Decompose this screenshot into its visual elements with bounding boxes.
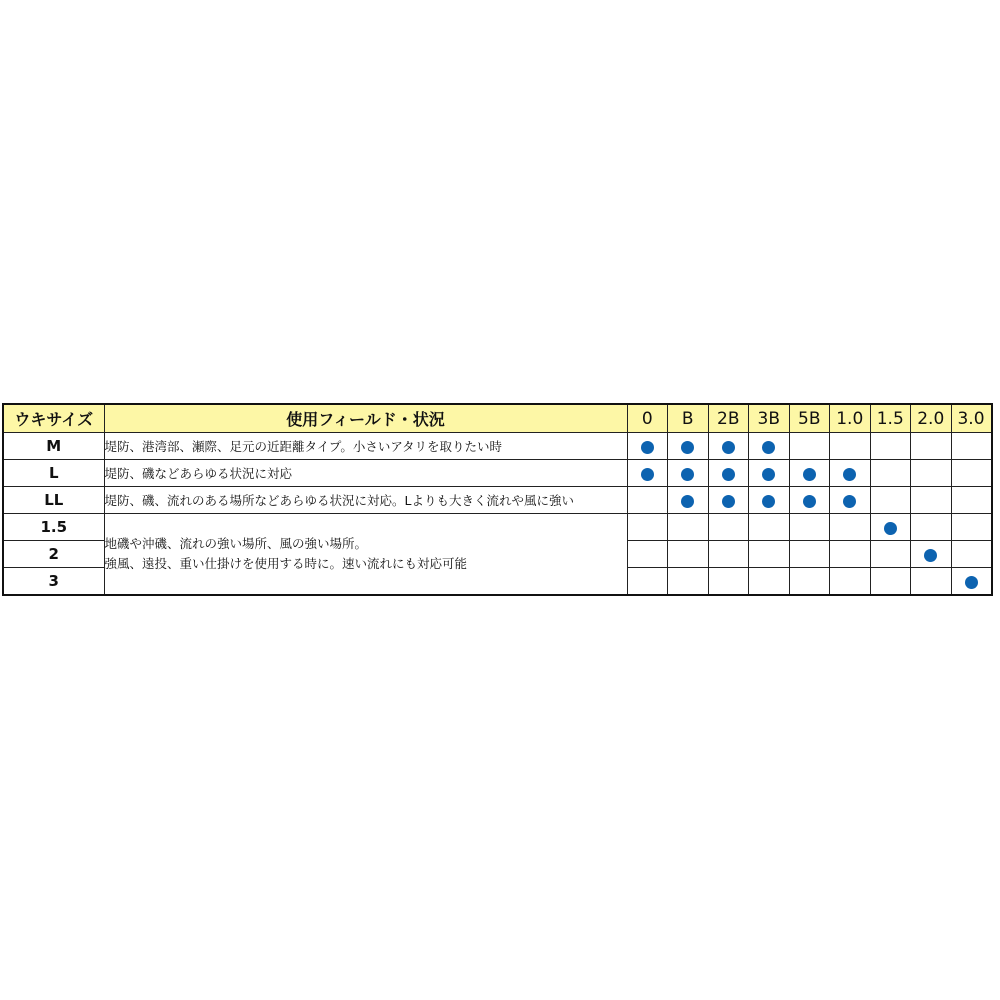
header-sinker-size: 0	[627, 404, 668, 433]
header-sinker-size: 3B	[749, 404, 790, 433]
header-sinker-size: 1.0	[830, 404, 871, 433]
compatible-dot-icon	[803, 468, 816, 481]
usage-description: 堤防、磯などあらゆる状況に対応	[104, 460, 627, 487]
compatibility-cell	[789, 487, 830, 514]
compatibility-cell	[830, 514, 871, 541]
float-size-cell: 2	[3, 541, 104, 568]
compatibility-cell	[668, 460, 709, 487]
compatible-dot-icon	[762, 468, 775, 481]
compatibility-cell	[830, 460, 871, 487]
compatibility-cell	[668, 541, 709, 568]
compatibility-cell	[668, 433, 709, 460]
header-sinker-size: 1.5	[870, 404, 911, 433]
header-sinker-size: 2B	[708, 404, 749, 433]
float-size-table	[2, 403, 993, 596]
compatibility-cell	[911, 433, 952, 460]
compatibility-cell	[708, 433, 749, 460]
usage-description-line: 強風、遠投、重い仕掛けを使用する時に。速い流れにも対応可能	[104, 556, 468, 571]
compatible-dot-icon	[924, 549, 937, 562]
float-size-cell: L	[3, 460, 104, 487]
compatible-dot-icon	[722, 495, 735, 508]
compatibility-cell	[951, 568, 992, 596]
table-row	[3, 514, 992, 541]
compatible-dot-icon	[762, 495, 775, 508]
compatibility-cell	[789, 433, 830, 460]
compatible-dot-icon	[843, 495, 856, 508]
compatibility-cell	[951, 487, 992, 514]
header-sinker-size: 2.0	[911, 404, 952, 433]
compatibility-cell	[789, 460, 830, 487]
float-size-cell: 1.5	[3, 514, 104, 541]
compatibility-cell	[627, 541, 668, 568]
compatibility-cell	[830, 541, 871, 568]
compatibility-cell	[627, 433, 668, 460]
compatibility-cell	[870, 514, 911, 541]
compatibility-cell	[951, 514, 992, 541]
compatibility-cell	[708, 568, 749, 596]
compatibility-cell	[870, 541, 911, 568]
compatibility-cell	[911, 487, 952, 514]
compatibility-cell	[749, 487, 790, 514]
compatibility-cell	[749, 433, 790, 460]
compatible-dot-icon	[843, 468, 856, 481]
usage-description-shared	[104, 514, 627, 596]
compatibility-cell	[789, 541, 830, 568]
compatible-dot-icon	[641, 468, 654, 481]
table-row	[3, 433, 992, 460]
compatible-dot-icon	[681, 468, 694, 481]
compatible-dot-icon	[681, 441, 694, 454]
float-size-cell: 3	[3, 568, 104, 596]
compatibility-cell	[830, 487, 871, 514]
compatibility-cell	[870, 568, 911, 596]
float-size-cell: LL	[3, 487, 104, 514]
table-row	[3, 487, 992, 514]
float-size-cell: M	[3, 433, 104, 460]
compatible-dot-icon	[722, 468, 735, 481]
compatibility-cell	[668, 487, 709, 514]
header-sinker-size: 3.0	[951, 404, 992, 433]
compatibility-cell	[708, 460, 749, 487]
compatibility-cell	[668, 514, 709, 541]
compatibility-cell	[627, 460, 668, 487]
header-field-usage: 使用フィールド・状況	[104, 404, 627, 433]
compatible-dot-icon	[641, 441, 654, 454]
compatible-dot-icon	[681, 495, 694, 508]
compatibility-cell	[870, 433, 911, 460]
compatible-dot-icon	[884, 522, 897, 535]
compatible-dot-icon	[762, 441, 775, 454]
compatibility-cell	[951, 433, 992, 460]
compatibility-cell	[789, 568, 830, 596]
compatibility-cell	[668, 568, 709, 596]
header-sinker-size: 5B	[789, 404, 830, 433]
usage-description: 堤防、港湾部、瀬際、足元の近距離タイプ。小さいアタリを取りたい時	[104, 433, 627, 460]
compatibility-cell	[870, 487, 911, 514]
compatibility-cell	[627, 514, 668, 541]
compatibility-cell	[911, 541, 952, 568]
compatibility-cell	[749, 568, 790, 596]
compatibility-cell	[749, 541, 790, 568]
table-row	[3, 460, 992, 487]
compatibility-cell	[951, 541, 992, 568]
compatibility-cell	[830, 433, 871, 460]
header-row	[3, 404, 992, 433]
compatibility-cell	[830, 568, 871, 596]
compatibility-cell	[708, 487, 749, 514]
compatibility-cell	[749, 514, 790, 541]
usage-description-line: 地磯や沖磯、流れの強い場所、風の強い場所。	[104, 536, 368, 551]
compatibility-cell	[749, 460, 790, 487]
compatibility-cell	[627, 568, 668, 596]
compatibility-cell	[708, 514, 749, 541]
compatible-dot-icon	[803, 495, 816, 508]
compatible-dot-icon	[722, 441, 735, 454]
compatibility-cell	[870, 460, 911, 487]
compatible-dot-icon	[965, 576, 978, 589]
compatibility-cell	[911, 460, 952, 487]
compatibility-cell	[708, 541, 749, 568]
compatibility-cell	[911, 514, 952, 541]
compatibility-cell	[627, 487, 668, 514]
usage-description: 堤防、磯、流れのある場所などあらゆる状況に対応。Lよりも大きく流れや風に強い	[104, 487, 627, 514]
compatibility-cell	[789, 514, 830, 541]
compatibility-cell	[951, 460, 992, 487]
compatibility-cell	[911, 568, 952, 596]
header-float-size: ウキサイズ	[3, 404, 104, 433]
header-sinker-size: B	[668, 404, 709, 433]
